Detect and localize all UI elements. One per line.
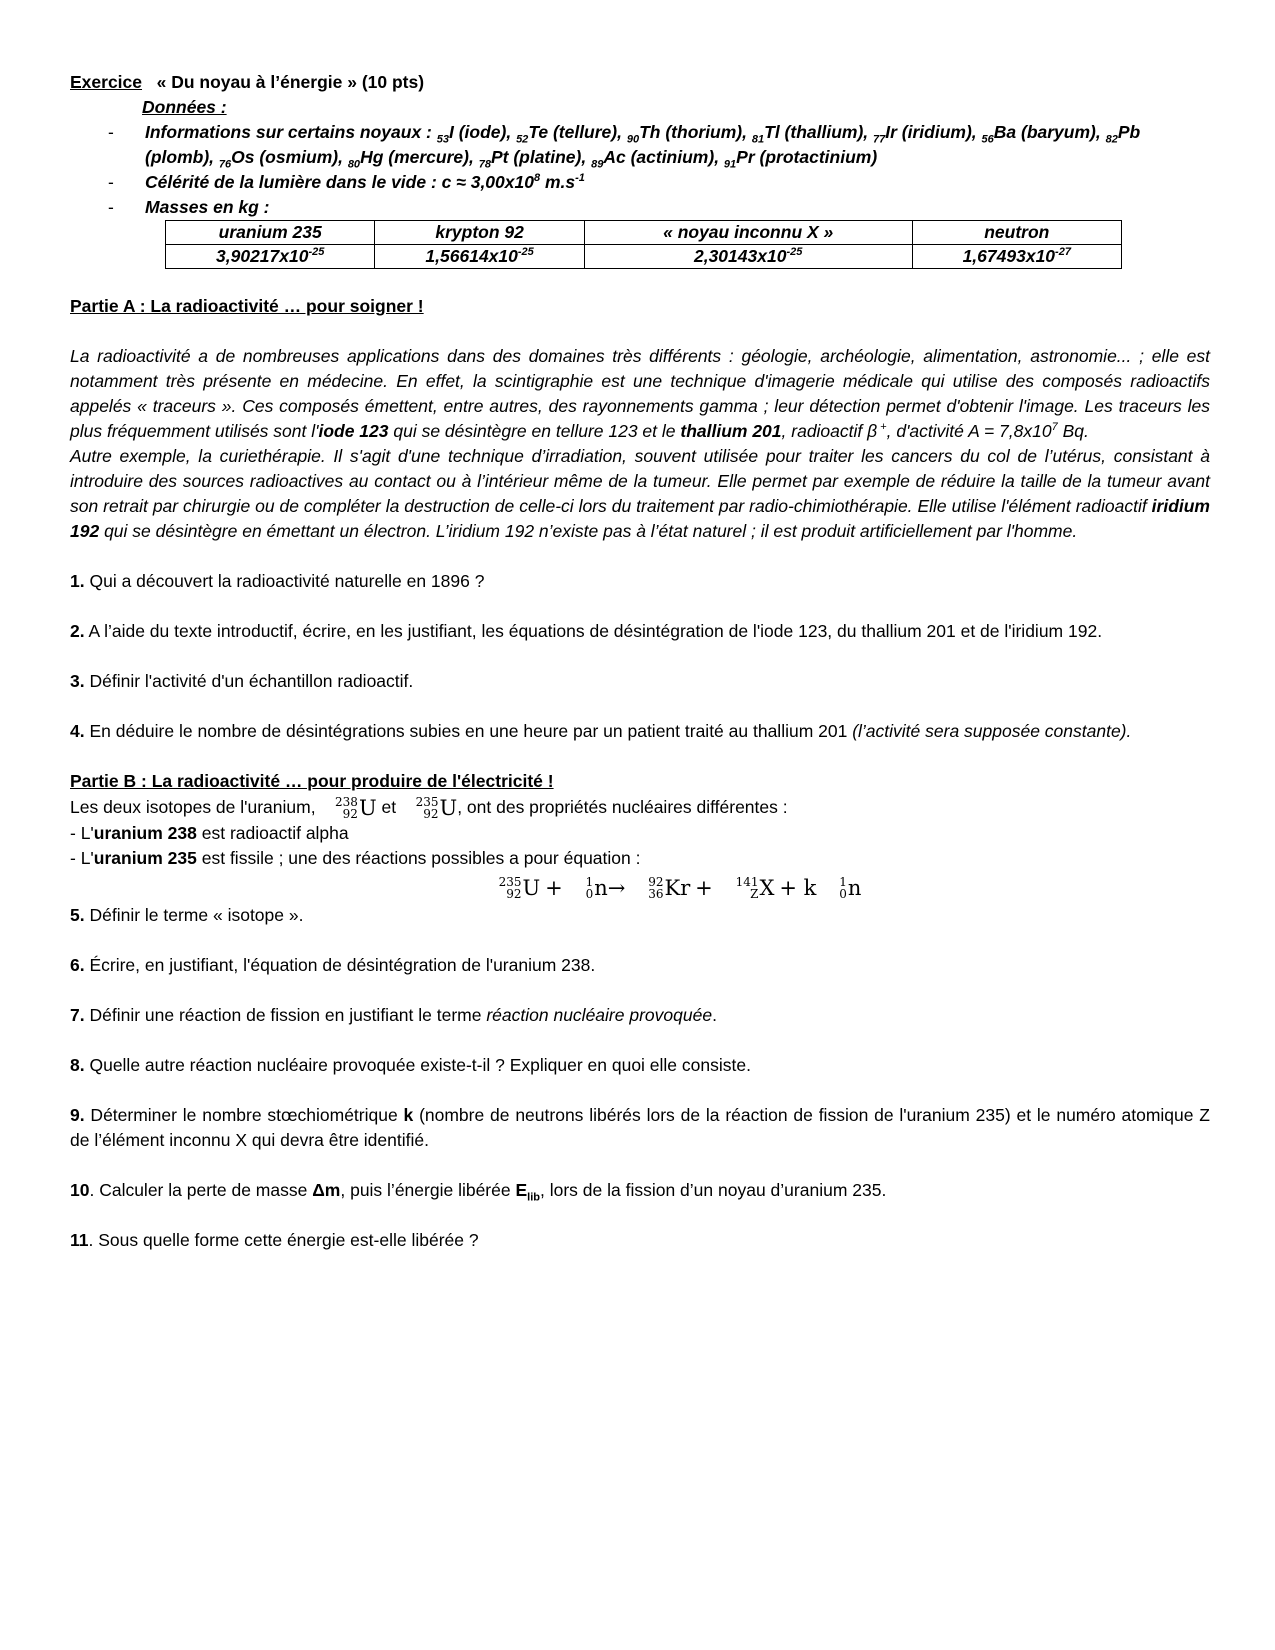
celerity-unit-exp: -1 [575,172,585,185]
nucleus-entry [218,147,348,171]
element-symbol: Kr [664,875,691,900]
text-run: qui se désintègre en émettant un électron. L’iridium 192 n’existe pas à l’état naturel ; il est produit artificiellement par l'homme. [99,521,1078,541]
nucleus-atomic-number: 53 [436,133,449,146]
question-number: 11 [70,1229,89,1250]
highlight-iridium: iridium 192 [70,496,1210,541]
celerity-info [70,170,1210,195]
question-text: Déterminer le nombre stœchiométrique [84,1104,404,1125]
text-run: Les deux isotopes de l'uranium, [70,797,316,817]
question-text: Écrire, en justifiant, l'équation de désintégration de l'uranium 238. [84,954,596,975]
question-text: (nombre de neutrons libérés lors de la réaction de fission de l'uranium 235) et le numéro atomique Z de l’élément inconnu X qui devra être identifié. [70,1104,1210,1150]
nucleus-atomic-number: 80 [347,158,361,171]
question-text: . [712,1004,717,1025]
nuclide-u235 [416,795,458,821]
nucleus-entry [478,147,592,171]
question-text: , lors de la fission d’un noyau d’uranium 235. [540,1179,887,1200]
nucleus-name: Te (tellure), [528,122,627,142]
atomic-number: 0 [839,886,847,901]
question-delta-m: Δm [312,1179,341,1200]
masses-value-cell [912,245,1121,269]
text-run: Autre exemple, la curiethérapie. Il s'agit d'une technique d’irradiation, souvent utilisée pour traiter les cancers du col de l’utérus, consistant à introduire des sources radioactives au contact ou à l’intérieur même de la tumeur. Elle permet par exemple de réduire la taille de la tumeur avant son retrait par chirurgie ou de compléter la destruction de celle-ci lors du traitement par radio-chimiothérapie. Elle utilise l'élément radioactif [70,446,1210,516]
partB-item-1 [70,821,1210,846]
text-run: et [381,797,397,817]
partA-paragraph-2 [70,444,1210,544]
question-text: A l’aide du texte introductif, écrire, en les justifiant, les équations de désintégration de l'iode 123, du thallium 201 et de l'iridium 192. [84,621,1103,641]
text-run: , radioactif β [781,421,878,441]
text-run: est radioactif alpha [196,823,349,844]
eq-plus: + [545,875,563,900]
element-symbol: X [759,875,775,900]
partA-title: Partie A : La radioactivité … pour soigner ! [70,296,424,316]
question-6 [70,953,1210,978]
mass-number: 141 [735,874,759,889]
text-run: - L' [70,823,94,844]
text-run: est fissile ; une des réactions possibles a pour équation : [196,848,641,869]
nucleus-name: Pb (plomb), [145,122,1141,167]
highlight-iode: iode 123 [318,421,389,441]
eq-krypton [648,873,690,903]
question-text: Définir une réaction de fission en justifiant le terme [84,1004,487,1025]
lib-subscript: lib [527,1191,540,1204]
donnees-list [70,120,1210,220]
atomic-number: 92 [342,807,358,822]
nucleus-name: Th (thorium), [639,122,752,142]
question-text: Quelle autre réaction nucléaire provoquée existe-t-il ? Expliquer en quoi elle consiste. [84,1054,751,1075]
mass-mantissa: 1,56614x10 [425,246,518,266]
question-7 [70,1003,1210,1028]
text-run: , ont des propriétés nucléaires différentes : [457,797,788,817]
atomic-number: 92 [506,886,522,901]
nucleus-atomic-number: 56 [981,133,994,146]
question-number: 4. [70,721,85,741]
document-page [70,70,1210,1253]
mass-mantissa: 2,30143x10 [693,246,787,266]
question-text: En déduire le nombre de désintégrations subies en une heure par un patient traité au thallium 201 [84,721,853,741]
element-symbol: U [522,875,541,900]
question-9 [70,1103,1210,1153]
question-k: k [403,1104,414,1125]
text-run: qui se désintègre en tellure 123 et le [388,421,681,441]
nucleus-atomic-number: 82 [1105,133,1118,146]
question-5 [70,903,1210,928]
text-run: - L' [70,848,94,869]
nucleus-name: Os (osmium), [231,147,348,167]
masses-header-cell: uranium 235 [166,221,375,245]
question-number: 10 [70,1179,90,1200]
partB-intro [70,794,1210,821]
partB-item-2 [70,846,1210,871]
eq-neutron-in [586,873,608,903]
beta-plus-sup: + [877,421,887,434]
element-symbol: U [358,796,377,821]
mass-number: 1 [585,874,594,889]
question-number: 5. [70,904,85,925]
question-text: Qui a découvert la radioactivité naturelle en 1896 ? [84,571,485,591]
mass-exp: -25 [308,246,325,259]
nucleus-entry [981,122,1106,146]
celerity-exp: 8 [533,172,541,185]
question-e-lib [515,1179,540,1204]
mass-number: 238 [335,795,358,810]
eq-unknown-x [736,873,775,903]
question-2 [70,619,1210,644]
masses-value-cell [375,245,584,269]
masses-header-row [166,221,1122,245]
question-8 [70,1053,1210,1078]
question-term: réaction nucléaire provoquée [486,1004,713,1025]
celerity-unit: m.s [540,172,576,192]
nucleus-entry [626,122,752,146]
eq-uranium [499,873,541,903]
exercise-heading [70,70,1210,95]
eq-neutron-out [839,873,861,903]
masses-value-cell [166,245,375,269]
highlight-u238: uranium 238 [93,823,197,844]
mass-number: 92 [648,874,664,889]
mass-mantissa: 3,90217x10 [216,246,309,266]
question-4 [70,719,1210,744]
nucleus-entry [591,147,724,171]
question-number: 2. [70,621,85,641]
question-text: Définir le terme « isotope ». [84,904,304,925]
nucleus-entry [516,122,627,146]
exercise-label: Exercice [70,72,143,92]
element-symbol: U [439,796,458,821]
question-text: Définir l'activité d'un échantillon radioactif. [84,671,414,691]
text-run: Bq. [1057,421,1089,441]
eq-plus-k: + k [779,875,817,900]
mass-exp: -25 [517,246,534,259]
question-11 [70,1228,1210,1253]
nuclei-info-prefix: Informations sur certains noyaux : [145,122,437,142]
nucleus-atomic-number: 81 [751,133,765,146]
question-number: 3. [70,671,85,691]
question-number: 6. [70,954,85,975]
nucleus-atomic-number: 91 [723,158,737,171]
highlight-u235: uranium 235 [93,848,197,869]
masses-header-cell: neutron [912,221,1121,245]
nucleus-name: Hg (mercure), [360,147,479,167]
nucleus-entry [347,147,479,171]
nucleus-name: Ba (baryum), [993,122,1106,142]
mass-exp: -25 [786,246,803,259]
question-text: . Calculer la perte de masse [89,1179,313,1200]
element-symbol: n [594,875,608,900]
element-symbol: n [847,875,862,900]
text-run: , d'activité A = 7,8x10 [886,421,1052,441]
fission-equation [70,871,1210,902]
question-number: 9. [70,1104,85,1125]
eq-plus: + [695,875,713,900]
mass-number: 235 [415,795,439,810]
donnees-heading: Données : [142,97,227,117]
partB-title: Partie B : La radioactivité … pour produire de l'électricité ! [70,771,554,791]
exercise-title: « Du noyau à l’énergie » (10 pts) [156,72,425,92]
nuclei-info [70,120,1210,170]
question-text: , puis l’énergie libérée [340,1179,516,1200]
nucleus-name: Tl (thallium), [764,122,874,142]
question-number: 1. [70,571,85,591]
question-number: 7. [70,1004,85,1025]
atomic-number: 0 [585,886,594,901]
nucleus-atomic-number: 52 [516,133,529,146]
nucleus-atomic-number: 77 [873,133,886,146]
mass-number: 235 [498,874,522,889]
question-3 [70,669,1210,694]
question-number: 8. [70,1054,85,1075]
question-10 [70,1178,1210,1203]
masses-value-row [166,245,1122,269]
nucleus-atomic-number: 76 [218,158,232,171]
nucleus-atomic-number: 78 [478,158,491,171]
masses-header-cell: krypton 92 [375,221,584,245]
nucleus-name: Pt (platine), [490,147,592,167]
nuclide-u238 [335,795,377,821]
nucleus-entry [873,122,982,146]
mass-exp: -27 [1055,246,1071,259]
nucleus-entry [723,147,878,171]
masses-header-cell: « noyau inconnu X » [584,221,912,245]
nucleus-entry [751,122,874,146]
nucleus-name: Ac (actinium), [603,147,724,167]
nucleus-entry [436,122,517,146]
mass-mantissa: 1,67493x10 [962,246,1056,266]
atomic-number: 36 [648,886,664,901]
nucleus-atomic-number: 89 [591,158,604,171]
nucleus-name: Pr (protactinium) [736,147,878,167]
masses-heading [70,195,1210,220]
masses-value-cell [584,245,912,269]
highlight-thallium: thallium 201 [680,421,782,441]
mass-number: 1 [839,874,847,889]
atomic-number: 92 [423,807,439,822]
partA-paragraph-1 [70,344,1210,444]
nucleus-atomic-number: 90 [626,133,640,146]
masses-heading-text: Masses en kg : [145,197,270,217]
question-text: . Sous quelle forme cette énergie est-elle libérée ? [88,1229,479,1250]
nucleus-name: I (iode), [448,122,517,142]
eq-arrow: → [607,875,626,900]
atomic-number: Z [750,886,759,901]
text-run: La radioactivité a de nombreuses applications dans des domaines très différents : géologie, archéologie, alimentation, astronomie... ; elle est notamment très présente en médecine. En effet, la scintigraphie est une technique d'imagerie médicale qui utilise des composés radioactifs appelés « traceurs ». Ces composés émettent, entre autres, des rayonnements gamma ; leur détection permet d'obtenir l'image. Les traceurs les plus fréquemment utilisés sont l' [70,346,1210,441]
celerity-text: Célérité de la lumière dans le vide : c ≈ 3,00x10 [145,172,534,192]
masses-table [165,220,1122,269]
activity-exp: 7 [1051,421,1058,434]
e-symbol: E [515,1179,528,1200]
question-1 [70,569,1210,594]
question-note: (l’activité sera supposée constante). [852,721,1132,741]
nucleus-name: Ir (iridium), [885,122,982,142]
